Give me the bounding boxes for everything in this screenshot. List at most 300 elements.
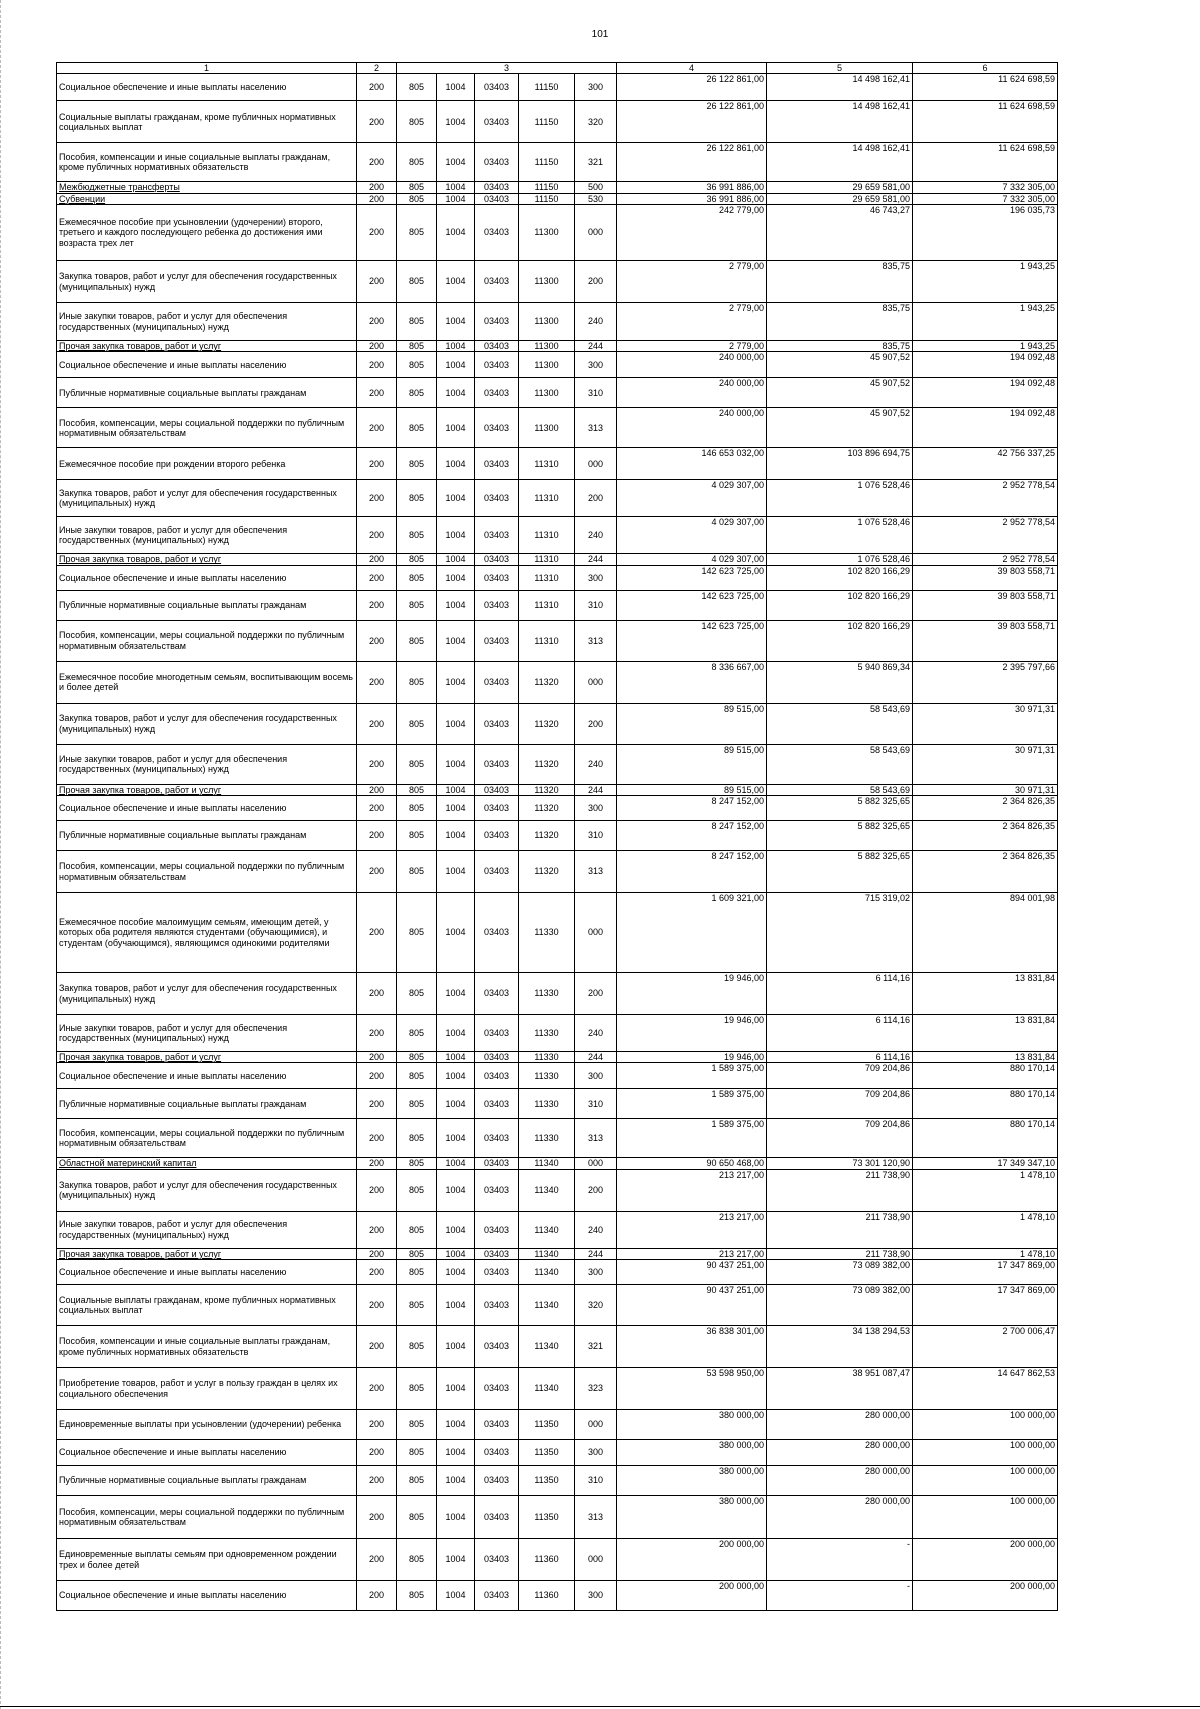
table-row [57, 143, 1058, 182]
code-ministry: 200 [357, 1539, 397, 1581]
table-row [57, 1496, 1058, 1539]
amount-col-4: 36 838 301,00 [617, 1326, 767, 1368]
row-name: Субвенции [57, 193, 357, 204]
code-ministry: 200 [357, 973, 397, 1015]
row-name: Закупка товаров, работ и услуг для обеспечения государственных (муниципальных) нужд [57, 261, 357, 303]
code-section: 805 [397, 784, 437, 795]
code-subsection: 1004 [437, 1052, 475, 1063]
amount-col-6: 30 971,31 [913, 744, 1058, 784]
table-row [57, 1169, 1058, 1211]
code-ministry: 200 [357, 1466, 397, 1496]
amount-col-5: 73 301 120,90 [767, 1158, 913, 1169]
row-name: Единовременные выплаты семьям при одновременном рождении трех и более детей [57, 1539, 357, 1581]
code-subsection: 1004 [437, 1440, 475, 1466]
code-ministry: 200 [357, 893, 397, 973]
table-row [57, 303, 1058, 341]
row-name: Закупка товаров, работ и услуг для обеспечения государственных (муниципальных) нужд [57, 973, 357, 1015]
amount-col-6: 1 943,25 [913, 341, 1058, 352]
code-direction: 11330 [519, 1063, 575, 1089]
amount-col-6: 7 332 305,00 [913, 182, 1058, 193]
amount-col-5: 29 659 581,00 [767, 182, 913, 193]
code-subsection: 1004 [437, 821, 475, 851]
amount-col-6: 194 092,48 [913, 352, 1058, 378]
code-expense-type: 321 [575, 143, 617, 182]
code-expense-type: 240 [575, 303, 617, 341]
code-section: 805 [397, 1326, 437, 1368]
code-expense-type: 321 [575, 1326, 617, 1368]
code-direction: 11300 [519, 408, 575, 448]
code-program: 03403 [475, 143, 519, 182]
code-direction: 11310 [519, 590, 575, 620]
code-subsection: 1004 [437, 1581, 475, 1611]
table-row [57, 101, 1058, 143]
amount-col-5: 709 204,86 [767, 1119, 913, 1158]
code-ministry: 200 [357, 74, 397, 101]
code-ministry: 200 [357, 661, 397, 703]
amount-col-6: 39 803 558,71 [913, 590, 1058, 620]
table-row [57, 590, 1058, 620]
amount-col-5: 5 882 325,65 [767, 851, 913, 893]
code-direction: 11330 [519, 973, 575, 1015]
code-subsection: 1004 [437, 408, 475, 448]
amount-col-5: 73 089 382,00 [767, 1285, 913, 1326]
code-expense-type: 200 [575, 261, 617, 303]
amount-col-4: 90 650 468,00 [617, 1158, 767, 1169]
amount-col-4: 240 000,00 [617, 378, 767, 408]
code-subsection: 1004 [437, 193, 475, 204]
code-subsection: 1004 [437, 1015, 475, 1052]
code-expense-type: 240 [575, 517, 617, 554]
code-program: 03403 [475, 1158, 519, 1169]
amount-col-5: 58 543,69 [767, 744, 913, 784]
amount-col-6: 1 943,25 [913, 303, 1058, 341]
code-section: 805 [397, 352, 437, 378]
code-program: 03403 [475, 565, 519, 590]
amount-col-5: 211 738,90 [767, 1211, 913, 1248]
amount-col-4: 2 779,00 [617, 341, 767, 352]
row-name: Иные закупки товаров, работ и услуг для обеспечения государственных (муниципальных) нужд [57, 744, 357, 784]
code-ministry: 200 [357, 796, 397, 821]
table-row [57, 1248, 1058, 1259]
row-name: Социальное обеспечение и иные выплаты населению [57, 74, 357, 101]
table-row [57, 352, 1058, 378]
code-subsection: 1004 [437, 744, 475, 784]
amount-col-4: 380 000,00 [617, 1496, 767, 1539]
amount-col-5: - [767, 1581, 913, 1611]
code-expense-type: 300 [575, 1260, 617, 1285]
amount-col-6: 13 831,84 [913, 973, 1058, 1015]
code-ministry: 200 [357, 620, 397, 661]
amount-col-5: 58 543,69 [767, 703, 913, 744]
code-subsection: 1004 [437, 1089, 475, 1119]
code-subsection: 1004 [437, 1260, 475, 1285]
amount-col-4: 1 589 375,00 [617, 1119, 767, 1158]
table-row [57, 408, 1058, 448]
code-section: 805 [397, 1368, 437, 1410]
amount-col-4: 1 589 375,00 [617, 1089, 767, 1119]
amount-col-6: 100 000,00 [913, 1440, 1058, 1466]
code-program: 03403 [475, 261, 519, 303]
code-ministry: 200 [357, 1052, 397, 1063]
amount-col-4: 89 515,00 [617, 703, 767, 744]
table-row [57, 784, 1058, 795]
code-section: 805 [397, 1119, 437, 1158]
row-name: Прочая закупка товаров, работ и услуг [57, 341, 357, 352]
code-direction: 11320 [519, 703, 575, 744]
row-name: Ежемесячное пособие многодетным семьям, воспитывающим восемь и более детей [57, 661, 357, 703]
code-ministry: 200 [357, 1496, 397, 1539]
table-row [57, 1119, 1058, 1158]
code-section: 805 [397, 554, 437, 565]
row-name: Закупка товаров, работ и услуг для обеспечения государственных (муниципальных) нужд [57, 1169, 357, 1211]
code-ministry: 200 [357, 261, 397, 303]
code-direction: 11310 [519, 554, 575, 565]
amount-col-6: 39 803 558,71 [913, 620, 1058, 661]
code-direction: 11150 [519, 74, 575, 101]
row-name: Иные закупки товаров, работ и услуг для обеспечения государственных (муниципальных) нужд [57, 1015, 357, 1052]
row-name: Закупка товаров, работ и услуг для обеспечения государственных (муниципальных) нужд [57, 480, 357, 517]
code-ministry: 200 [357, 1368, 397, 1410]
code-program: 03403 [475, 1119, 519, 1158]
code-direction: 11350 [519, 1440, 575, 1466]
code-section: 805 [397, 744, 437, 784]
row-name: Социальные выплаты гражданам, кроме публичных нормативных социальных выплат [57, 101, 357, 143]
amount-col-5: 46 743,27 [767, 205, 913, 261]
code-section: 805 [397, 101, 437, 143]
amount-col-4: 26 122 861,00 [617, 101, 767, 143]
amount-col-6: 14 647 862,53 [913, 1368, 1058, 1410]
amount-col-6: 30 971,31 [913, 703, 1058, 744]
code-subsection: 1004 [437, 565, 475, 590]
table-row [57, 1015, 1058, 1052]
code-subsection: 1004 [437, 1410, 475, 1440]
code-ministry: 200 [357, 341, 397, 352]
code-expense-type: 000 [575, 1410, 617, 1440]
code-subsection: 1004 [437, 1285, 475, 1326]
code-subsection: 1004 [437, 261, 475, 303]
code-program: 03403 [475, 1285, 519, 1326]
code-subsection: 1004 [437, 1063, 475, 1089]
table-row [57, 744, 1058, 784]
amount-col-5: 29 659 581,00 [767, 193, 913, 204]
code-section: 805 [397, 1260, 437, 1285]
code-section: 805 [397, 341, 437, 352]
amount-col-6: 194 092,48 [913, 408, 1058, 448]
code-program: 03403 [475, 661, 519, 703]
row-name: Пособия, компенсации и иные социальные выплаты гражданам, кроме публичных нормативных обязательств [57, 143, 357, 182]
code-expense-type: 313 [575, 851, 617, 893]
amount-col-6: 1 478,10 [913, 1248, 1058, 1259]
code-direction: 11340 [519, 1368, 575, 1410]
code-program: 03403 [475, 620, 519, 661]
code-section: 805 [397, 1169, 437, 1211]
code-direction: 11320 [519, 784, 575, 795]
code-program: 03403 [475, 784, 519, 795]
code-program: 03403 [475, 1063, 519, 1089]
table-row [57, 480, 1058, 517]
amount-col-6: 11 624 698,59 [913, 143, 1058, 182]
code-subsection: 1004 [437, 1466, 475, 1496]
code-section: 805 [397, 1015, 437, 1052]
code-program: 03403 [475, 205, 519, 261]
code-program: 03403 [475, 1368, 519, 1410]
amount-col-5: 58 543,69 [767, 784, 913, 795]
code-ministry: 200 [357, 1248, 397, 1259]
amount-col-6: 200 000,00 [913, 1539, 1058, 1581]
row-name: Областной материнский капитал [57, 1158, 357, 1169]
code-ministry: 200 [357, 1119, 397, 1158]
code-expense-type: 310 [575, 821, 617, 851]
code-expense-type: 240 [575, 1015, 617, 1052]
amount-col-4: 89 515,00 [617, 784, 767, 795]
scan-bottom-edge [0, 1706, 1200, 1707]
amount-col-6: 1 943,25 [913, 261, 1058, 303]
code-ministry: 200 [357, 1089, 397, 1119]
code-program: 03403 [475, 303, 519, 341]
table-row [57, 893, 1058, 973]
amount-col-6: 11 624 698,59 [913, 74, 1058, 101]
row-name: Пособия, компенсации, меры социальной поддержки по публичным нормативным обязательствам [57, 1119, 357, 1158]
amount-col-6: 1 478,10 [913, 1211, 1058, 1248]
amount-col-6: 17 347 869,00 [913, 1260, 1058, 1285]
amount-col-6: 894 001,98 [913, 893, 1058, 973]
column-header-3: 3 [397, 63, 617, 74]
code-subsection: 1004 [437, 796, 475, 821]
amount-col-4: 8 336 667,00 [617, 661, 767, 703]
row-name: Публичные нормативные социальные выплаты гражданам [57, 378, 357, 408]
amount-col-5: 103 896 694,75 [767, 448, 913, 480]
code-expense-type: 310 [575, 1089, 617, 1119]
amount-col-4: 2 779,00 [617, 303, 767, 341]
amount-col-4: 240 000,00 [617, 352, 767, 378]
table-row [57, 1052, 1058, 1063]
amount-col-4: 26 122 861,00 [617, 143, 767, 182]
row-name: Пособия, компенсации, меры социальной поддержки по публичным нормативным обязательствам [57, 620, 357, 661]
code-ministry: 200 [357, 1260, 397, 1285]
row-name: Социальное обеспечение и иные выплаты населению [57, 796, 357, 821]
amount-col-4: 1 609 321,00 [617, 893, 767, 973]
code-direction: 11350 [519, 1410, 575, 1440]
code-direction: 11340 [519, 1158, 575, 1169]
amount-col-6: 880 170,14 [913, 1119, 1058, 1158]
code-subsection: 1004 [437, 448, 475, 480]
code-program: 03403 [475, 74, 519, 101]
code-direction: 11310 [519, 620, 575, 661]
amount-col-5: 835,75 [767, 303, 913, 341]
code-direction: 11320 [519, 821, 575, 851]
code-ministry: 200 [357, 703, 397, 744]
code-program: 03403 [475, 821, 519, 851]
table-row [57, 1211, 1058, 1248]
code-expense-type: 200 [575, 973, 617, 1015]
amount-col-6: 1 478,10 [913, 1169, 1058, 1211]
code-subsection: 1004 [437, 1248, 475, 1259]
amount-col-4: 1 589 375,00 [617, 1063, 767, 1089]
code-section: 805 [397, 261, 437, 303]
row-name: Пособия, компенсации, меры социальной поддержки по публичным нормативным обязательствам [57, 851, 357, 893]
code-subsection: 1004 [437, 1496, 475, 1539]
code-direction: 11310 [519, 565, 575, 590]
code-section: 805 [397, 1410, 437, 1440]
code-program: 03403 [475, 973, 519, 1015]
code-ministry: 200 [357, 193, 397, 204]
amount-col-6: 2 952 778,54 [913, 480, 1058, 517]
code-expense-type: 313 [575, 1119, 617, 1158]
table-row [57, 378, 1058, 408]
code-expense-type: 300 [575, 565, 617, 590]
code-direction: 11150 [519, 193, 575, 204]
row-name: Социальное обеспечение и иные выплаты населению [57, 1440, 357, 1466]
code-section: 805 [397, 1248, 437, 1259]
row-name: Закупка товаров, работ и услуг для обеспечения государственных (муниципальных) нужд [57, 703, 357, 744]
row-name: Пособия, компенсации и иные социальные выплаты гражданам, кроме публичных нормативных обязательств [57, 1326, 357, 1368]
code-expense-type: 300 [575, 1581, 617, 1611]
amount-col-5: 709 204,86 [767, 1089, 913, 1119]
amount-col-4: 242 779,00 [617, 205, 767, 261]
row-name: Ежемесячное пособие малоимущим семьям, имеющим детей, у которых оба родителя являются студентами (обучающимися), и студентам (обучающимся), являющимся одинокими родителями [57, 893, 357, 973]
code-direction: 11320 [519, 661, 575, 703]
amount-col-6: 880 170,14 [913, 1089, 1058, 1119]
code-subsection: 1004 [437, 554, 475, 565]
row-name: Межбюджетные трансферты [57, 182, 357, 193]
row-name: Прочая закупка товаров, работ и услуг [57, 1052, 357, 1063]
code-subsection: 1004 [437, 303, 475, 341]
amount-col-5: 1 076 528,46 [767, 554, 913, 565]
amount-col-6: 39 803 558,71 [913, 565, 1058, 590]
code-direction: 11300 [519, 261, 575, 303]
amount-col-4: 380 000,00 [617, 1466, 767, 1496]
amount-col-5: 5 940 869,34 [767, 661, 913, 703]
table-row [57, 205, 1058, 261]
code-section: 805 [397, 565, 437, 590]
code-ministry: 200 [357, 378, 397, 408]
column-header-2: 2 [357, 63, 397, 74]
amount-col-6: 17 349 347,10 [913, 1158, 1058, 1169]
code-section: 805 [397, 1440, 437, 1466]
table-row [57, 193, 1058, 204]
code-subsection: 1004 [437, 378, 475, 408]
code-section: 805 [397, 1089, 437, 1119]
amount-col-4: 213 217,00 [617, 1211, 767, 1248]
table-row [57, 1326, 1058, 1368]
code-direction: 11150 [519, 143, 575, 182]
code-section: 805 [397, 1063, 437, 1089]
code-subsection: 1004 [437, 784, 475, 795]
amount-col-6: 30 971,31 [913, 784, 1058, 795]
code-subsection: 1004 [437, 1326, 475, 1368]
code-expense-type: 300 [575, 1063, 617, 1089]
table-row [57, 1539, 1058, 1581]
code-subsection: 1004 [437, 661, 475, 703]
code-section: 805 [397, 1466, 437, 1496]
code-section: 805 [397, 1052, 437, 1063]
code-section: 805 [397, 796, 437, 821]
code-program: 03403 [475, 1052, 519, 1063]
amount-col-5: 14 498 162,41 [767, 143, 913, 182]
code-expense-type: 320 [575, 1285, 617, 1326]
code-direction: 11340 [519, 1285, 575, 1326]
code-subsection: 1004 [437, 352, 475, 378]
code-program: 03403 [475, 1015, 519, 1052]
table-row [57, 796, 1058, 821]
code-direction: 11340 [519, 1326, 575, 1368]
amount-col-4: 90 437 251,00 [617, 1285, 767, 1326]
amount-col-4: 19 946,00 [617, 1015, 767, 1052]
code-ministry: 200 [357, 590, 397, 620]
amount-col-4: 380 000,00 [617, 1440, 767, 1466]
code-expense-type: 323 [575, 1368, 617, 1410]
amount-col-4: 19 946,00 [617, 973, 767, 1015]
code-direction: 11320 [519, 744, 575, 784]
code-ministry: 200 [357, 143, 397, 182]
code-subsection: 1004 [437, 341, 475, 352]
code-expense-type: 000 [575, 661, 617, 703]
code-subsection: 1004 [437, 517, 475, 554]
code-expense-type: 300 [575, 1440, 617, 1466]
code-ministry: 200 [357, 352, 397, 378]
code-subsection: 1004 [437, 1119, 475, 1158]
amount-col-6: 100 000,00 [913, 1496, 1058, 1539]
code-ministry: 200 [357, 1063, 397, 1089]
code-subsection: 1004 [437, 1158, 475, 1169]
code-expense-type: 313 [575, 620, 617, 661]
code-expense-type: 000 [575, 205, 617, 261]
code-direction: 11320 [519, 851, 575, 893]
amount-col-6: 100 000,00 [913, 1410, 1058, 1440]
amount-col-6: 2 700 006,47 [913, 1326, 1058, 1368]
code-section: 805 [397, 408, 437, 448]
amount-col-4: 2 779,00 [617, 261, 767, 303]
table-row [57, 1410, 1058, 1440]
amount-col-5: 45 907,52 [767, 352, 913, 378]
amount-col-6: 194 092,48 [913, 378, 1058, 408]
table-row [57, 1089, 1058, 1119]
code-program: 03403 [475, 1089, 519, 1119]
code-ministry: 200 [357, 480, 397, 517]
code-direction: 11330 [519, 893, 575, 973]
code-ministry: 200 [357, 851, 397, 893]
code-section: 805 [397, 973, 437, 1015]
amount-col-6: 11 624 698,59 [913, 101, 1058, 143]
code-ministry: 200 [357, 1410, 397, 1440]
amount-col-5: 6 114,16 [767, 973, 913, 1015]
row-name: Публичные нормативные социальные выплаты гражданам [57, 821, 357, 851]
code-expense-type: 310 [575, 590, 617, 620]
column-header-6: 6 [913, 63, 1058, 74]
code-section: 805 [397, 74, 437, 101]
amount-col-5: 45 907,52 [767, 408, 913, 448]
code-section: 805 [397, 851, 437, 893]
code-section: 805 [397, 893, 437, 973]
row-name: Социальное обеспечение и иные выплаты населению [57, 352, 357, 378]
code-section: 805 [397, 620, 437, 661]
amount-col-4: 36 991 886,00 [617, 193, 767, 204]
code-ministry: 200 [357, 1581, 397, 1611]
code-direction: 11330 [519, 1052, 575, 1063]
code-program: 03403 [475, 1410, 519, 1440]
code-direction: 11320 [519, 796, 575, 821]
code-section: 805 [397, 1581, 437, 1611]
code-subsection: 1004 [437, 1169, 475, 1211]
code-program: 03403 [475, 101, 519, 143]
code-program: 03403 [475, 517, 519, 554]
row-name: Социальные выплаты гражданам, кроме публичных нормативных социальных выплат [57, 1285, 357, 1326]
code-ministry: 200 [357, 784, 397, 795]
code-expense-type: 320 [575, 101, 617, 143]
code-direction: 11300 [519, 352, 575, 378]
code-section: 805 [397, 1496, 437, 1539]
amount-col-6: 17 347 869,00 [913, 1285, 1058, 1326]
